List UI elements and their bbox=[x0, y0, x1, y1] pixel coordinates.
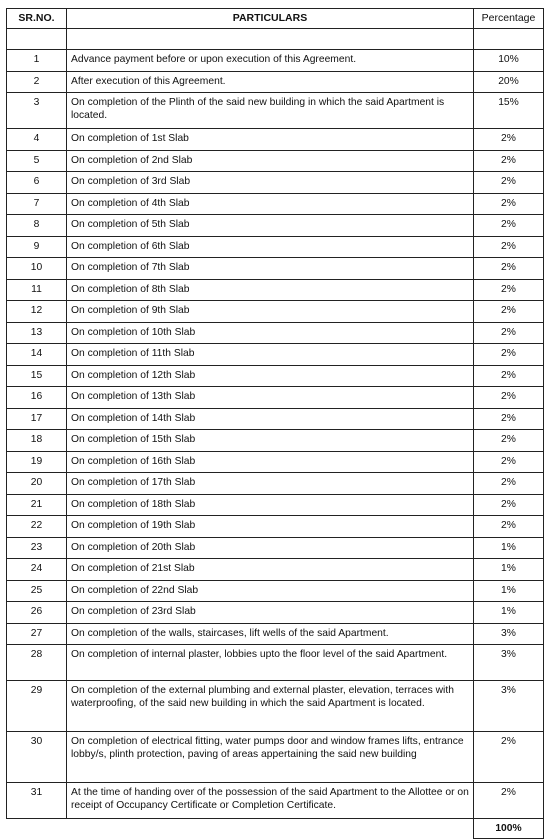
table-row bbox=[7, 258, 544, 280]
particulars-cell: On completion of internal plaster, lobbies upto the floor level of the said Apartment. bbox=[67, 645, 474, 681]
sr-cell: 13 bbox=[7, 322, 67, 344]
particulars-cell: On completion of the walls, staircases, lift wells of the said Apartment. bbox=[67, 623, 474, 645]
percentage-cell: 1% bbox=[474, 559, 544, 581]
particulars-cell: On completion of 16th Slab bbox=[67, 451, 474, 473]
table-row bbox=[7, 71, 544, 93]
percentage-cell: 3% bbox=[474, 681, 544, 732]
particulars-cell: On completion of 7th Slab bbox=[67, 258, 474, 280]
sr-cell: 20 bbox=[7, 473, 67, 495]
sr-cell: 10 bbox=[7, 258, 67, 280]
percentage-cell: 2% bbox=[474, 451, 544, 473]
particulars-cell: On completion of 21st Slab bbox=[67, 559, 474, 581]
blank-cell bbox=[474, 29, 544, 50]
sr-cell: 16 bbox=[7, 387, 67, 409]
table-row bbox=[7, 473, 544, 495]
sr-cell: 7 bbox=[7, 193, 67, 215]
particulars-cell: On completion of 6th Slab bbox=[67, 236, 474, 258]
sr-cell: 22 bbox=[7, 516, 67, 538]
sr-cell: 2 bbox=[7, 71, 67, 93]
percentage-cell: 10% bbox=[474, 50, 544, 72]
particulars-cell: On completion of 20th Slab bbox=[67, 537, 474, 559]
header-particulars: PARTICULARS bbox=[67, 9, 474, 29]
sr-cell: 29 bbox=[7, 681, 67, 732]
sr-cell: 31 bbox=[7, 783, 67, 819]
particulars-cell: On completion of 9th Slab bbox=[67, 301, 474, 323]
particulars-cell: At the time of handing over of the possession of the said Apartment to the Allottee or on receipt of Occupancy Certificate or Completion Certificate. bbox=[67, 783, 474, 819]
particulars-cell: On completion of 4th Slab bbox=[67, 193, 474, 215]
table-row bbox=[7, 408, 544, 430]
blank-cell bbox=[67, 29, 474, 50]
particulars-cell: On completion of 8th Slab bbox=[67, 279, 474, 301]
percentage-cell: 2% bbox=[474, 215, 544, 237]
percentage-cell: 2% bbox=[474, 236, 544, 258]
particulars-cell: On completion of 10th Slab bbox=[67, 322, 474, 344]
sr-cell: 3 bbox=[7, 93, 67, 129]
sr-cell: 4 bbox=[7, 129, 67, 151]
percentage-cell: 2% bbox=[474, 344, 544, 366]
table-row bbox=[7, 236, 544, 258]
percentage-cell: 2% bbox=[474, 258, 544, 280]
sr-cell: 1 bbox=[7, 50, 67, 72]
particulars-cell: On completion of 2nd Slab bbox=[67, 150, 474, 172]
sr-cell: 24 bbox=[7, 559, 67, 581]
header-row bbox=[7, 9, 544, 29]
percentage-cell: 1% bbox=[474, 602, 544, 624]
sr-cell: 17 bbox=[7, 408, 67, 430]
table-row bbox=[7, 537, 544, 559]
table-row bbox=[7, 494, 544, 516]
table-row bbox=[7, 344, 544, 366]
particulars-cell: On completion of the Plinth of the said new building in which the said Apartment is located. bbox=[67, 93, 474, 129]
sr-cell: 18 bbox=[7, 430, 67, 452]
percentage-cell: 2% bbox=[474, 172, 544, 194]
table-row bbox=[7, 365, 544, 387]
sr-cell: 28 bbox=[7, 645, 67, 681]
percentage-cell: 1% bbox=[474, 537, 544, 559]
table-row bbox=[7, 129, 544, 151]
payment-schedule-table bbox=[6, 8, 544, 839]
percentage-cell: 2% bbox=[474, 473, 544, 495]
sr-cell: 15 bbox=[7, 365, 67, 387]
table-row bbox=[7, 93, 544, 129]
percentage-cell: 2% bbox=[474, 387, 544, 409]
sr-cell: 30 bbox=[7, 732, 67, 783]
particulars-cell: On completion of 14th Slab bbox=[67, 408, 474, 430]
table-row bbox=[7, 516, 544, 538]
particulars-cell: On completion of the external plumbing and external plaster, elevation, terraces with waterproofing, of the said new building in which the said Apartment is located. bbox=[67, 681, 474, 732]
particulars-cell: On completion of 22nd Slab bbox=[67, 580, 474, 602]
table-row bbox=[7, 783, 544, 819]
percentage-cell: 2% bbox=[474, 322, 544, 344]
table-row bbox=[7, 322, 544, 344]
sr-cell: 6 bbox=[7, 172, 67, 194]
particulars-cell: On completion of 17th Slab bbox=[67, 473, 474, 495]
percentage-cell: 2% bbox=[474, 408, 544, 430]
particulars-cell: On completion of electrical fitting, water pumps door and window frames lifts, entrance lobby/s, plinth protection, paving of areas appertaining the said new building bbox=[67, 732, 474, 783]
particulars-cell: Advance payment before or upon execution of this Agreement. bbox=[67, 50, 474, 72]
table-row bbox=[7, 387, 544, 409]
table-row bbox=[7, 451, 544, 473]
percentage-cell: 2% bbox=[474, 783, 544, 819]
table-row bbox=[7, 732, 544, 783]
blank-cell bbox=[7, 29, 67, 50]
percentage-cell: 2% bbox=[474, 430, 544, 452]
percentage-cell: 3% bbox=[474, 645, 544, 681]
particulars-cell: On completion of 15th Slab bbox=[67, 430, 474, 452]
sr-cell: 9 bbox=[7, 236, 67, 258]
sr-cell: 12 bbox=[7, 301, 67, 323]
particulars-cell: After execution of this Agreement. bbox=[67, 71, 474, 93]
particulars-cell: On completion of 19th Slab bbox=[67, 516, 474, 538]
table-row bbox=[7, 602, 544, 624]
total-row bbox=[7, 819, 544, 839]
table-row bbox=[7, 559, 544, 581]
percentage-cell: 15% bbox=[474, 93, 544, 129]
header-sr: SR.NO. bbox=[7, 9, 67, 29]
particulars-cell: On completion of 23rd Slab bbox=[67, 602, 474, 624]
total-empty-cell bbox=[67, 819, 474, 839]
sr-cell: 19 bbox=[7, 451, 67, 473]
percentage-cell: 2% bbox=[474, 279, 544, 301]
sr-cell: 21 bbox=[7, 494, 67, 516]
percentage-cell: 1% bbox=[474, 580, 544, 602]
percentage-cell: 20% bbox=[474, 71, 544, 93]
sr-cell: 23 bbox=[7, 537, 67, 559]
table-row bbox=[7, 681, 544, 732]
particulars-cell: On completion of 12th Slab bbox=[67, 365, 474, 387]
table-row bbox=[7, 150, 544, 172]
table-row bbox=[7, 215, 544, 237]
percentage-cell: 2% bbox=[474, 365, 544, 387]
header-percentage: Percentage bbox=[474, 9, 544, 29]
percentage-cell: 3% bbox=[474, 623, 544, 645]
table-row bbox=[7, 580, 544, 602]
particulars-cell: On completion of 11th Slab bbox=[67, 344, 474, 366]
table-row bbox=[7, 50, 544, 72]
table-row bbox=[7, 172, 544, 194]
table-row bbox=[7, 279, 544, 301]
percentage-cell: 2% bbox=[474, 301, 544, 323]
percentage-cell: 2% bbox=[474, 494, 544, 516]
percentage-cell: 2% bbox=[474, 516, 544, 538]
sr-cell: 14 bbox=[7, 344, 67, 366]
particulars-cell: On completion of 1st Slab bbox=[67, 129, 474, 151]
table-row bbox=[7, 301, 544, 323]
total-percentage: 100% bbox=[474, 819, 544, 839]
percentage-cell: 2% bbox=[474, 193, 544, 215]
sr-cell: 25 bbox=[7, 580, 67, 602]
table-row bbox=[7, 193, 544, 215]
table-row bbox=[7, 645, 544, 681]
sr-cell: 11 bbox=[7, 279, 67, 301]
table-row bbox=[7, 623, 544, 645]
sr-cell: 27 bbox=[7, 623, 67, 645]
particulars-cell: On completion of 3rd Slab bbox=[67, 172, 474, 194]
particulars-cell: On completion of 18th Slab bbox=[67, 494, 474, 516]
blank-row bbox=[7, 29, 544, 50]
particulars-cell: On completion of 13th Slab bbox=[67, 387, 474, 409]
sr-cell: 26 bbox=[7, 602, 67, 624]
percentage-cell: 2% bbox=[474, 732, 544, 783]
table-row bbox=[7, 430, 544, 452]
percentage-cell: 2% bbox=[474, 150, 544, 172]
total-empty-cell bbox=[7, 819, 67, 839]
sr-cell: 5 bbox=[7, 150, 67, 172]
percentage-cell: 2% bbox=[474, 129, 544, 151]
particulars-cell: On completion of 5th Slab bbox=[67, 215, 474, 237]
sr-cell: 8 bbox=[7, 215, 67, 237]
